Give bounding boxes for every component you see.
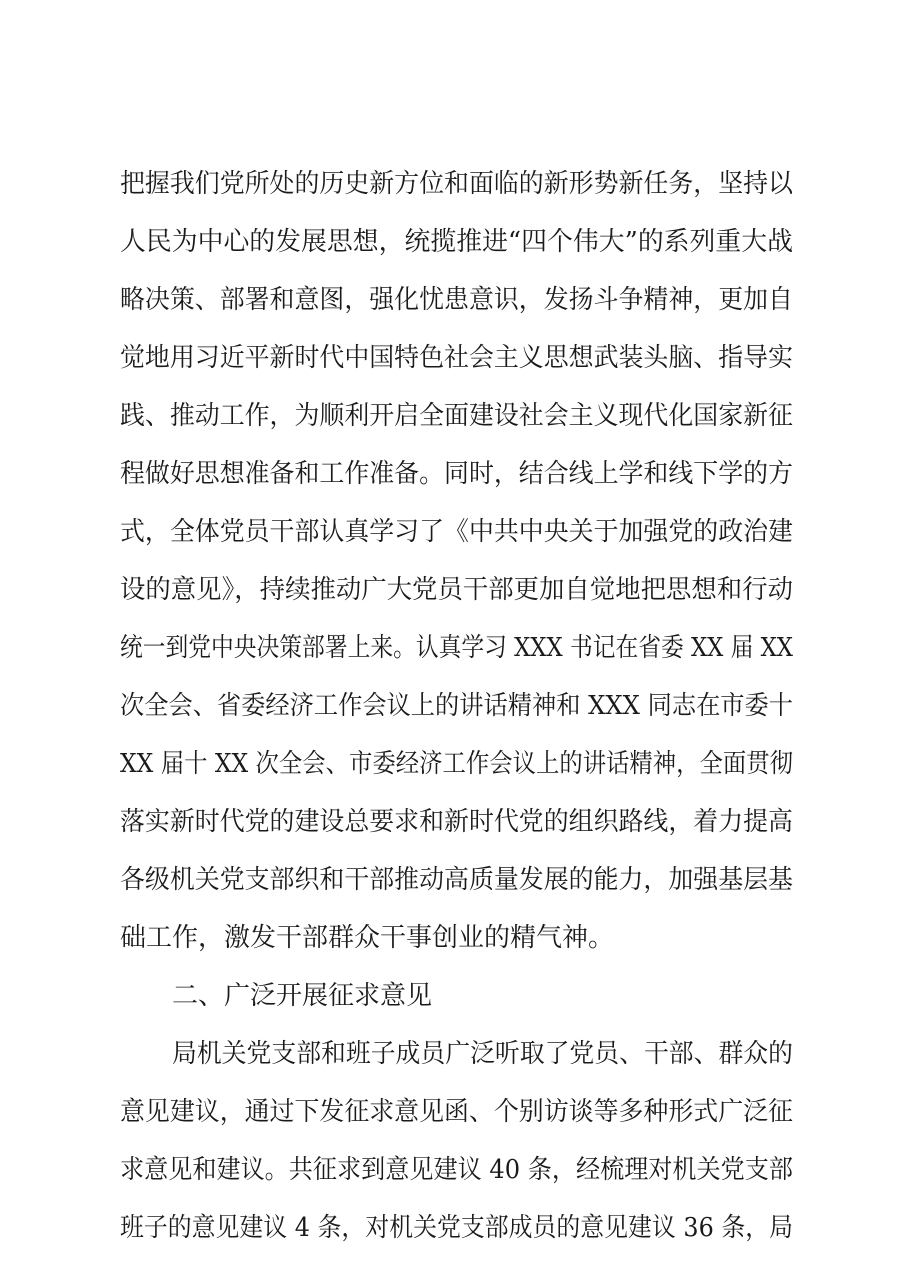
body-text-line	[0, 450, 909, 498]
line-text: 落实新时代党的建设总要求和新时代党的组织路线，着力提高	[120, 807, 793, 837]
body-text-line	[0, 218, 909, 266]
paragraph-last-line	[0, 914, 909, 962]
body-text-line	[0, 1088, 909, 1136]
line-text: 础工作，激发干部群众干事创业的精气神。	[120, 923, 615, 953]
body-text-line	[0, 160, 909, 208]
body-text-line	[0, 624, 909, 672]
line-text: 人民为中心的发展思想，统揽推进“四个伟大”的系列重大战	[120, 227, 793, 257]
line-text: 程做好思想准备和工作准备。同时，结合线上学和线下学的方	[120, 459, 793, 489]
line-text: 把握我们党所处的历史新方位和面临的新形势新任务，坚持以	[120, 169, 793, 199]
body-text-line	[0, 392, 909, 440]
line-text: 统一到党中央决策部署上来。认真学习 XXX 书记在省委 XX 届 XX	[120, 633, 793, 663]
section-heading	[0, 972, 909, 1020]
line-text: 次全会、省委经济工作会议上的讲话精神和 XXX 同志在市委十	[120, 691, 793, 721]
body-text-line	[0, 798, 909, 846]
body-text-line	[0, 1204, 909, 1252]
body-text-line	[0, 1146, 909, 1194]
paragraph-first-line	[0, 1030, 909, 1078]
line-text: 觉地用习近平新时代中国特色社会主义思想武装头脑、指导实	[120, 343, 793, 373]
body-text-line	[0, 276, 909, 324]
line-text: 式，全体党员干部认真学习了《中共中央关于加强党的政治建	[120, 517, 793, 547]
line-text: 略决策、部署和意图，强化忧患意识，发扬斗争精神，更加自	[120, 285, 793, 315]
body-text-line	[0, 856, 909, 904]
line-text: 求意见和建议。共征求到意见建议 40 条，经梳理对机关党支部	[120, 1155, 793, 1185]
line-text: 意见建议，通过下发征求意见函、个别访谈等多种形式广泛征	[120, 1097, 793, 1127]
line-text: 设的意见》，持续推动广大党员干部更加自觉地把思想和行动	[120, 575, 793, 605]
line-text: 践、推动工作，为顺利开启全面建设社会主义现代化国家新征	[120, 401, 793, 431]
body-text-line	[0, 740, 909, 788]
line-text: 班子的意见建议 4 条，对机关党支部成员的意见建议 36 条，局	[120, 1213, 793, 1243]
line-text: 各级机关党支部织和干部推动高质量发展的能力，加强基层基	[120, 865, 793, 895]
line-text: XX 届十 XX 次全会、市委经济工作会议上的讲话精神，全面贯彻	[120, 749, 793, 779]
body-text-line	[0, 334, 909, 382]
heading-text: 二、广泛开展征求意见	[172, 981, 433, 1011]
body-text-line	[0, 682, 909, 730]
line-text: 局机关党支部和班子成员广泛听取了党员、干部、群众的	[172, 1039, 793, 1069]
body-text-line	[0, 508, 909, 556]
body-text-line	[0, 566, 909, 614]
